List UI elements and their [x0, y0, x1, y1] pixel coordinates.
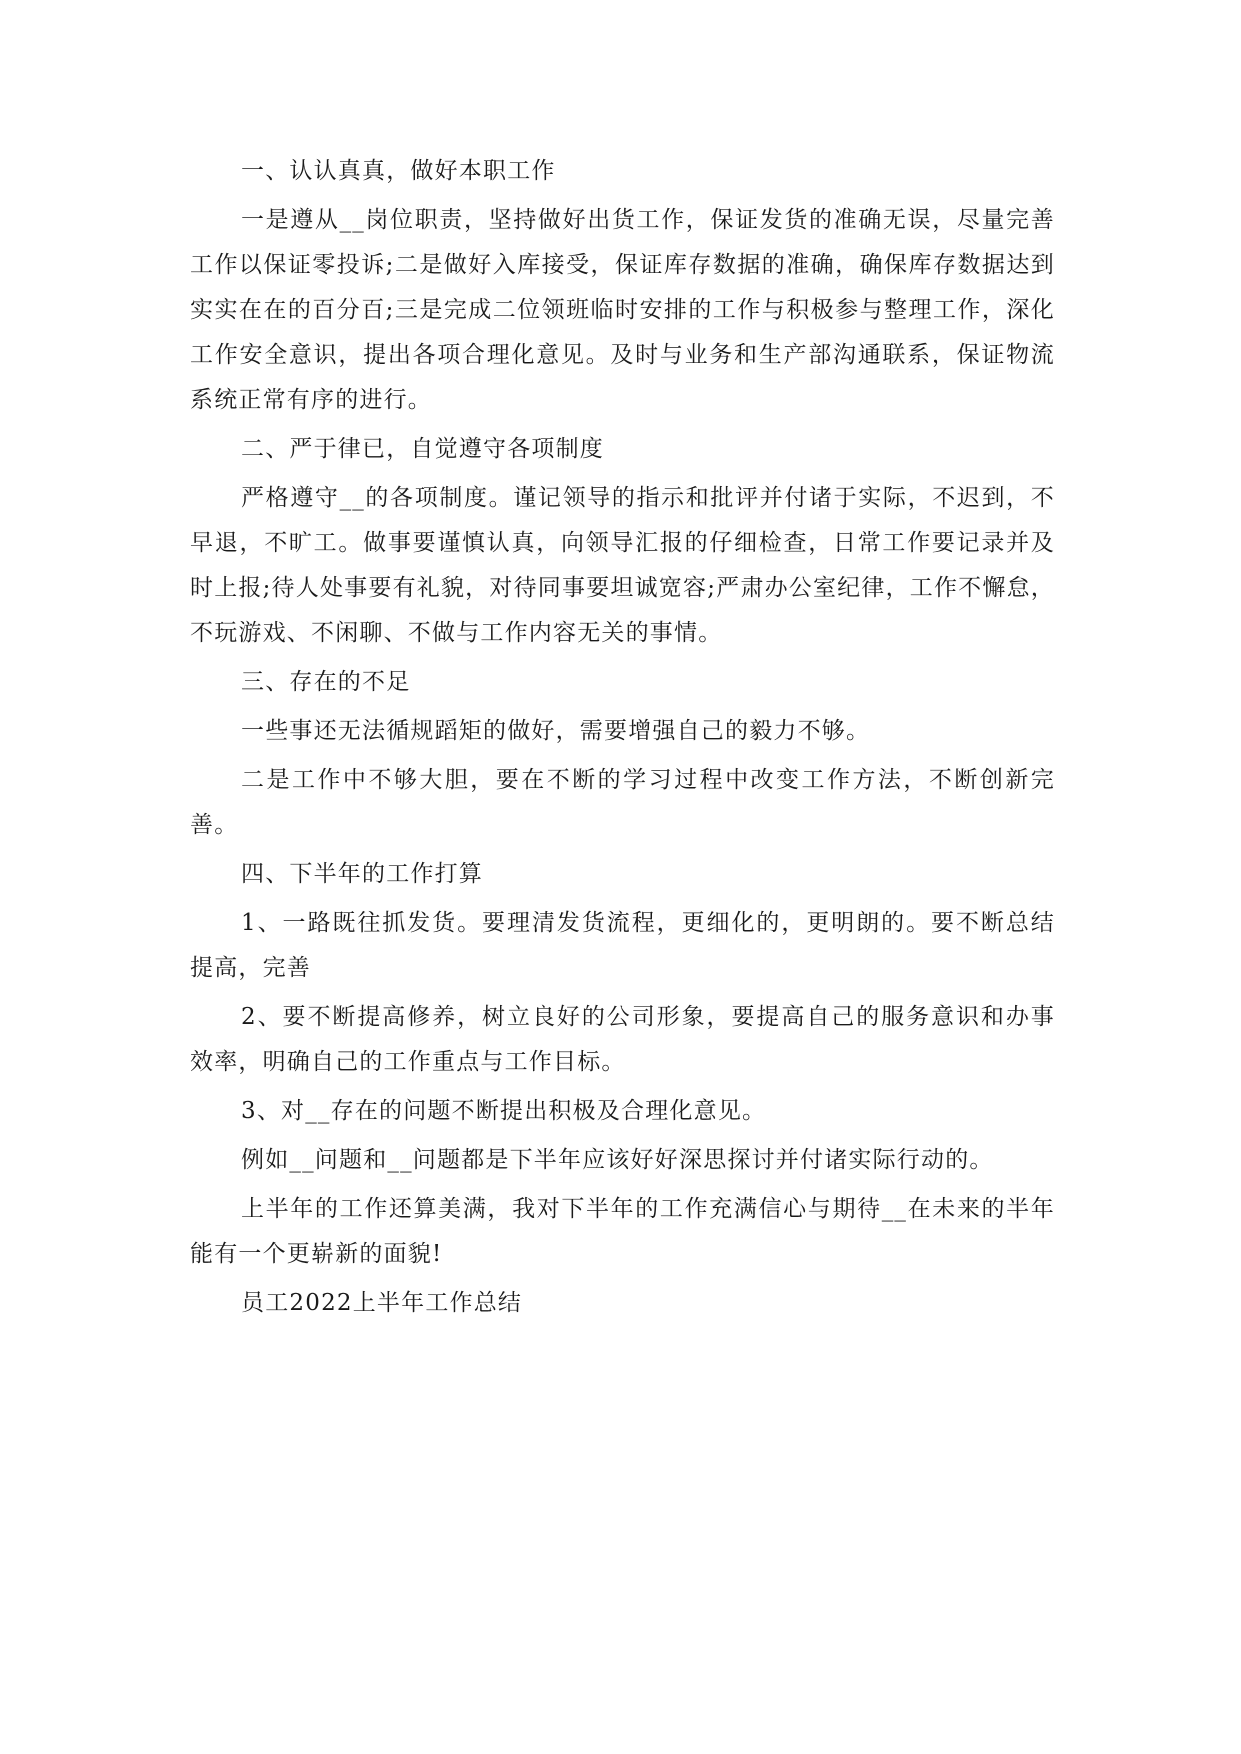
document-body: [190, 149, 1055, 1330]
paragraph-shortcoming-2: 二是工作中不够大胆，要在不断的学习过程中改变工作方法，不断创新完善。: [190, 767, 1055, 838]
section-heading-4: 四、下半年的工作打算: [241, 861, 483, 887]
paragraph-shortcoming-1: 一些事还无法循规蹈矩的做好，需要增强自己的毅力不够。: [241, 718, 871, 744]
section-heading-1: 一、认认真真，做好本职工作: [241, 158, 556, 184]
paragraph-duties: 一是遵从__岗位职责，坚持做好出货工作，保证发货的准确无误，尽量完善工作以保证零投诉;二是做好入库接受，保证库存数据的准确，确保库存数据达到实实在在的百分百;三是完成二位领班临时安排的工作与积极参与整理工作，深化工作安全意识，提出各项合理化意见。及时与业务和生产部沟通联系，保证物流系统正常有序的进行。: [190, 207, 1055, 413]
next-document-title: 员工2022上半年工作总结: [241, 1290, 523, 1316]
paragraph-conclusion: 上半年的工作还算美满，我对下半年的工作充满信心与期待__在未来的半年能有一个更崭新的面貌!: [190, 1196, 1055, 1267]
section-heading-3: 三、存在的不足: [241, 669, 411, 695]
paragraph-plan-2: 2、要不断提高修养，树立良好的公司形象，要提高自己的服务意识和办事效率，明确自己的工作重点与工作目标。: [190, 1004, 1055, 1075]
paragraph-example: 例如__问题和__问题都是下半年应该好好深思探讨并付诸实际行动的。: [241, 1147, 994, 1173]
paragraph-plan-1: 1、一路既往抓发货。要理清发货流程，更细化的，更明朗的。要不断总结提高，完善: [190, 910, 1055, 981]
paragraph-plan-3: 3、对__存在的问题不断提出积极及合理化意见。: [241, 1098, 767, 1124]
paragraph-rules: 严格遵守__的各项制度。谨记领导的指示和批评并付诸于实际，不迟到，不早退，不旷工。做事要谨慎认真，向领导汇报的仔细检查，日常工作要记录并及时上报;待人处事要有礼貌，对待同事要坦诚宽容;严肃办公室纪律，工作不懈怠，不玩游戏、不闲聊、不做与工作内容无关的事情。: [190, 485, 1055, 646]
section-heading-2: 二、严于律已，自觉遵守各项制度: [241, 436, 604, 462]
